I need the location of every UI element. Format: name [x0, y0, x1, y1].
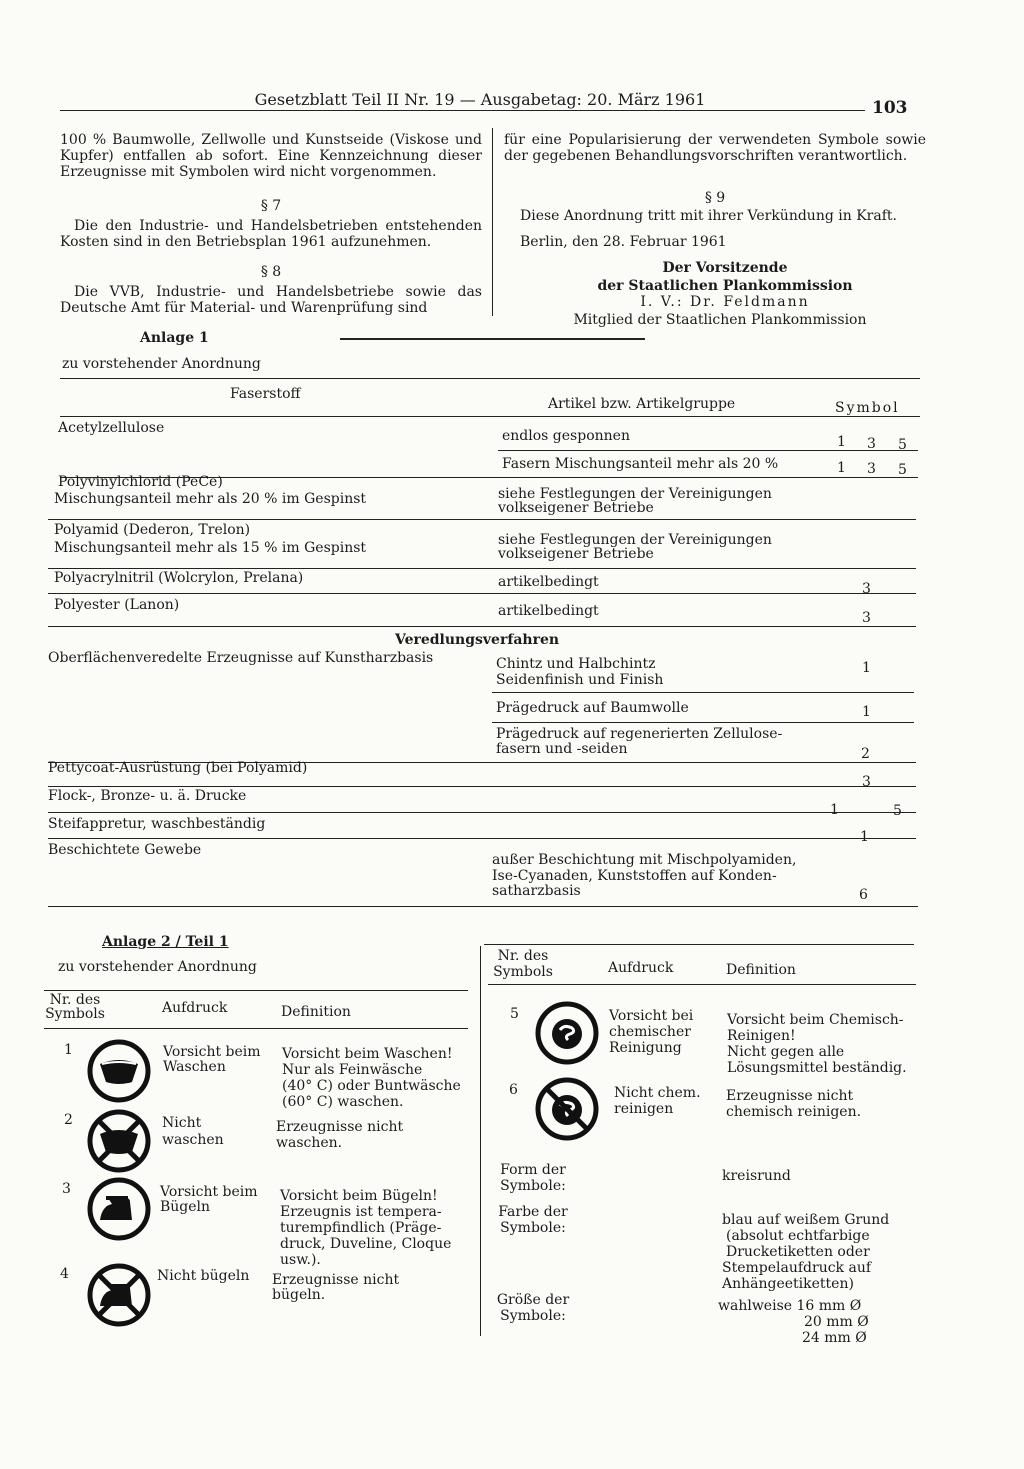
- artikel-polyacryl: artikelbedingt: [498, 574, 599, 590]
- farbe-value: Anhängeetiketten): [722, 1276, 854, 1292]
- symbol-cell: 3: [867, 461, 876, 477]
- artikel-polyamid: siehe Festlegungen der Vereinigungen: [498, 532, 772, 548]
- definition-line: Erzeugnisse nicht: [276, 1119, 404, 1135]
- definition-line: chemisch reinigen.: [726, 1104, 862, 1120]
- anlage2-subtitle: zu vorstehender Anordnung: [58, 959, 257, 975]
- anlage2-title: Anlage 2 / Teil 1: [102, 934, 229, 950]
- running-header: Gesetzblatt Teil II Nr. 19 — Ausgabetag: 20. März 1961: [254, 90, 706, 109]
- ver-praege-regen-2: fasern und -seiden: [496, 741, 628, 757]
- artikel-polyester: artikelbedingt: [498, 603, 599, 619]
- header-nr: Nr. des: [497, 948, 549, 964]
- ver-praege-regen: Prägedruck auf regenerierten Zellulose-: [496, 726, 783, 742]
- anlage1-title: Anlage 1: [140, 330, 209, 346]
- farbe-value: (absolut echtfarbige: [726, 1228, 870, 1244]
- aufdruck-line: Vorsicht bei: [609, 1008, 694, 1024]
- symbol-cell: 1: [837, 434, 846, 450]
- symbol-number: 4: [60, 1266, 69, 1282]
- aufdruck-line: Bügeln: [160, 1199, 211, 1215]
- groesse-value: 24 mm Ø: [802, 1330, 867, 1346]
- header-nr: Nr. des: [49, 992, 101, 1008]
- header-definition: Definition: [281, 1004, 351, 1020]
- definition-line: usw.).: [280, 1252, 321, 1268]
- section-7-head: § 7: [260, 198, 282, 214]
- symbol-cell: 3: [862, 581, 871, 597]
- definition-line: turempfindlich (Präge-: [280, 1220, 442, 1236]
- anlage2-right-top-rule: [484, 944, 914, 945]
- faser-polyamid: Polyamid (Dederon, Trelon): [54, 522, 251, 538]
- aufdruck-line: reinigen: [614, 1101, 674, 1117]
- definition-line: (40° C) oder Buntwäsche: [282, 1078, 461, 1094]
- symbol-cell: 1: [860, 829, 869, 845]
- definition-line: druck, Duveline, Cloque: [280, 1236, 452, 1252]
- faser-polyamid-detail: Mischungsanteil mehr als 15 % im Gespinst: [54, 540, 367, 556]
- definition-line: waschen.: [276, 1135, 343, 1151]
- definition-line: Nicht gegen alle: [727, 1044, 845, 1060]
- symbol-number: 1: [64, 1042, 73, 1058]
- symbol-cell: 2: [861, 746, 870, 762]
- definition-line: Erzeugnis ist tempera-: [280, 1204, 442, 1220]
- anlage1-subtitle: zu vorstehender Anordnung: [62, 356, 261, 372]
- aufdruck-line: Nicht chem.: [614, 1085, 701, 1101]
- aufdruck-line: chemischer: [609, 1024, 691, 1040]
- veredlung-heading: Veredlungsverfahren: [395, 632, 560, 648]
- artikel-polyamid-2: volkseigener Betriebe: [498, 546, 654, 562]
- section-8-text: Die VVB, Industrie- und Handelsbetriebe sowie das Deutsche Amt für Material- und Warenprüfung sind: [60, 284, 482, 316]
- symbol-cell: 3: [862, 610, 871, 626]
- header-aufdruck: Aufdruck: [608, 960, 674, 976]
- row-rule: [48, 838, 916, 839]
- faser-acetyl: Acetylzellulose: [58, 420, 165, 436]
- dry-clean-icon: [534, 1000, 600, 1066]
- anlage2-top-rule: [44, 990, 468, 991]
- farbe-value: Drucketiketten oder: [726, 1244, 870, 1260]
- column-divider: [492, 128, 493, 316]
- farbe-value: blau auf weißem Grund: [722, 1212, 890, 1228]
- row-rule: [48, 812, 916, 813]
- header-definition: Definition: [726, 962, 796, 978]
- faser-pvc-detail: Mischungsanteil mehr als 20 % im Gespinst: [54, 491, 367, 507]
- ver-chintz: Chintz und Halbchintz: [496, 656, 656, 672]
- header-rule: [60, 110, 865, 111]
- groesse-label: Größe der: [496, 1292, 570, 1308]
- ver-oberflaechen: Oberflächenveredelte Erzeugnisse auf Kunstharzbasis: [48, 650, 434, 666]
- symbol-cell: 1: [830, 802, 839, 818]
- symbol-cell: 6: [859, 887, 868, 903]
- definition-line: bügeln.: [272, 1287, 326, 1303]
- symbol-cell: 1: [862, 704, 871, 720]
- aufdruck-line: Nicht bügeln: [157, 1268, 250, 1284]
- aufdruck-line: waschen: [162, 1132, 224, 1148]
- form-value: kreisrund: [722, 1168, 791, 1184]
- no-dry-clean-icon: [534, 1076, 600, 1142]
- header-artikel: Artikel bzw. Artikelgruppe: [548, 396, 736, 412]
- page-number: 103: [872, 98, 908, 118]
- definition-line: Erzeugnisse nicht: [272, 1272, 400, 1288]
- wash-tub-icon: [86, 1038, 152, 1104]
- header-symbol: Symbol: [835, 400, 900, 416]
- faser-polyacryl: Polyacrylnitril (Wolcrylon, Prelana): [54, 570, 304, 586]
- no-wash-icon: [86, 1108, 152, 1174]
- iron-icon: [86, 1176, 152, 1242]
- artikel-pvc: siehe Festlegungen der Vereinigungen: [498, 486, 772, 502]
- section-7-text: Die den Industrie- und Handelsbetrieben entstehenden Kosten sind in den Betriebsplan 1961 aufzunehmen.: [60, 218, 482, 250]
- row-rule: [48, 568, 916, 569]
- definition-line: Lösungsmittel beständig.: [727, 1060, 907, 1076]
- ver-beschicht-1: außer Beschichtung mit Mischpolyamiden,: [492, 852, 797, 868]
- definition-line: Vorsicht beim Bügeln!: [280, 1188, 438, 1204]
- symbol-cell: 3: [862, 774, 871, 790]
- groesse-value: 20 mm Ø: [804, 1314, 869, 1330]
- artikel-endlos: endlos gesponnen: [502, 428, 630, 444]
- symbol-number: 2: [64, 1112, 73, 1128]
- separator-rule: [340, 338, 645, 340]
- ver-beschicht-3: satharzbasis: [492, 883, 581, 899]
- groesse-label-2: Symbole:: [500, 1308, 566, 1324]
- section-8-head: § 8: [260, 264, 282, 280]
- farbe-label: Farbe der: [498, 1204, 568, 1220]
- symbol-cell: 5: [898, 437, 907, 453]
- row-rule: [48, 626, 916, 627]
- farbe-label-2: Symbole:: [500, 1220, 566, 1236]
- definition-line: Vorsicht beim Chemisch-: [727, 1012, 904, 1028]
- table-bottom-rule: [48, 906, 918, 907]
- header-aufdruck: Aufdruck: [162, 1000, 228, 1016]
- symbol-number: 6: [509, 1082, 518, 1098]
- symbol-number: 5: [510, 1006, 519, 1022]
- aufdruck-line: Waschen: [163, 1059, 226, 1075]
- anlage2-header-rule: [44, 1028, 468, 1029]
- row-rule: [492, 722, 914, 723]
- ver-flock: Flock-, Bronze- u. ä. Drucke: [48, 788, 247, 804]
- ver-beschichtete: Beschichtete Gewebe: [48, 842, 202, 858]
- header-faserstoff: Faserstoff: [230, 386, 301, 402]
- symbol-cell: 5: [893, 803, 902, 819]
- symbol-cell: 1: [837, 460, 846, 476]
- ver-beschicht-2: Ise-Cyanaden, Kunststoffen auf Konden-: [492, 868, 777, 884]
- definition-line: Nur als Feinwäsche: [282, 1062, 423, 1078]
- signature-role: Mitglied der Staatlichen Plankommission: [573, 312, 867, 328]
- faser-polyester: Polyester (Lanon): [54, 597, 180, 613]
- header-nr-2: Symbols: [493, 964, 553, 980]
- header-nr-2: Symbols: [45, 1006, 105, 1022]
- anlage2-right-header-rule: [488, 984, 916, 985]
- signature-name: I. V.: Dr. Feldmann: [640, 294, 810, 310]
- header-rule-bottom: [60, 416, 920, 417]
- ver-praegedruck: Prägedruck auf Baumwolle: [496, 700, 689, 716]
- anlage2-divider: [480, 946, 481, 1336]
- symbol-cell: 1: [862, 660, 871, 676]
- row-rule: [492, 692, 914, 693]
- symbol-number: 3: [62, 1181, 71, 1197]
- col2-paragraph: für eine Popularisierung der verwendeten Symbole sowie der gegebenen Behandlungsvorschriften verantwortlich.: [504, 132, 926, 164]
- groesse-value: wahlweise 16 mm Ø: [718, 1298, 862, 1314]
- aufdruck-line: Nicht: [162, 1115, 202, 1131]
- artikel-pvc-2: volkseigener Betriebe: [498, 500, 654, 516]
- no-iron-icon: [86, 1262, 152, 1328]
- row-rule: [48, 786, 916, 787]
- form-label: Form der: [500, 1162, 566, 1178]
- row-rule: [48, 519, 916, 520]
- signature-org: der Staatlichen Plankommission: [597, 278, 853, 294]
- row-rule: [48, 593, 916, 594]
- section-9-text: Diese Anordnung tritt mit ihrer Verkündung in Kraft.: [520, 208, 897, 224]
- definition-line: Erzeugnisse nicht: [726, 1088, 854, 1104]
- definition-line: Vorsicht beim Waschen!: [282, 1046, 453, 1062]
- ver-chintz-2: Seidenfinish und Finish: [496, 672, 664, 688]
- row-rule: [498, 450, 918, 451]
- form-label-2: Symbole:: [500, 1178, 566, 1194]
- artikel-fasern: Fasern Mischungsanteil mehr als 20 %: [502, 456, 779, 472]
- aufdruck-line: Vorsicht beim: [160, 1184, 258, 1200]
- symbol-cell: 3: [867, 436, 876, 452]
- section-9-head: § 9: [704, 190, 726, 206]
- table-top-rule: [60, 378, 920, 379]
- signature-title: Der Vorsitzende: [662, 260, 788, 276]
- aufdruck-line: Vorsicht beim: [163, 1044, 261, 1060]
- definition-line: Reinigen!: [727, 1028, 796, 1044]
- faser-pvc: Polyvinylchlorid (PeCe): [58, 474, 223, 490]
- symbol-cell: 5: [898, 462, 907, 478]
- aufdruck-line: Reinigung: [609, 1040, 682, 1056]
- place-date: Berlin, den 28. Februar 1961: [520, 234, 727, 250]
- ver-steifappretur: Steifappretur, waschbeständig: [48, 816, 266, 832]
- definition-line: (60° C) waschen.: [282, 1094, 404, 1110]
- farbe-value: Stempelaufdruck auf: [722, 1260, 872, 1276]
- col1-paragraph: 100 % Baumwolle, Zellwolle und Kunstseide (Viskose und Kupfer) entfallen ab sofort. Eine Kennzeichnung dieser Erzeugnisse mit Symbolen wird nicht vorgenommen.: [60, 132, 482, 180]
- ver-pettycoat: Pettycoat-Ausrüstung (bei Polyamid): [48, 760, 308, 776]
